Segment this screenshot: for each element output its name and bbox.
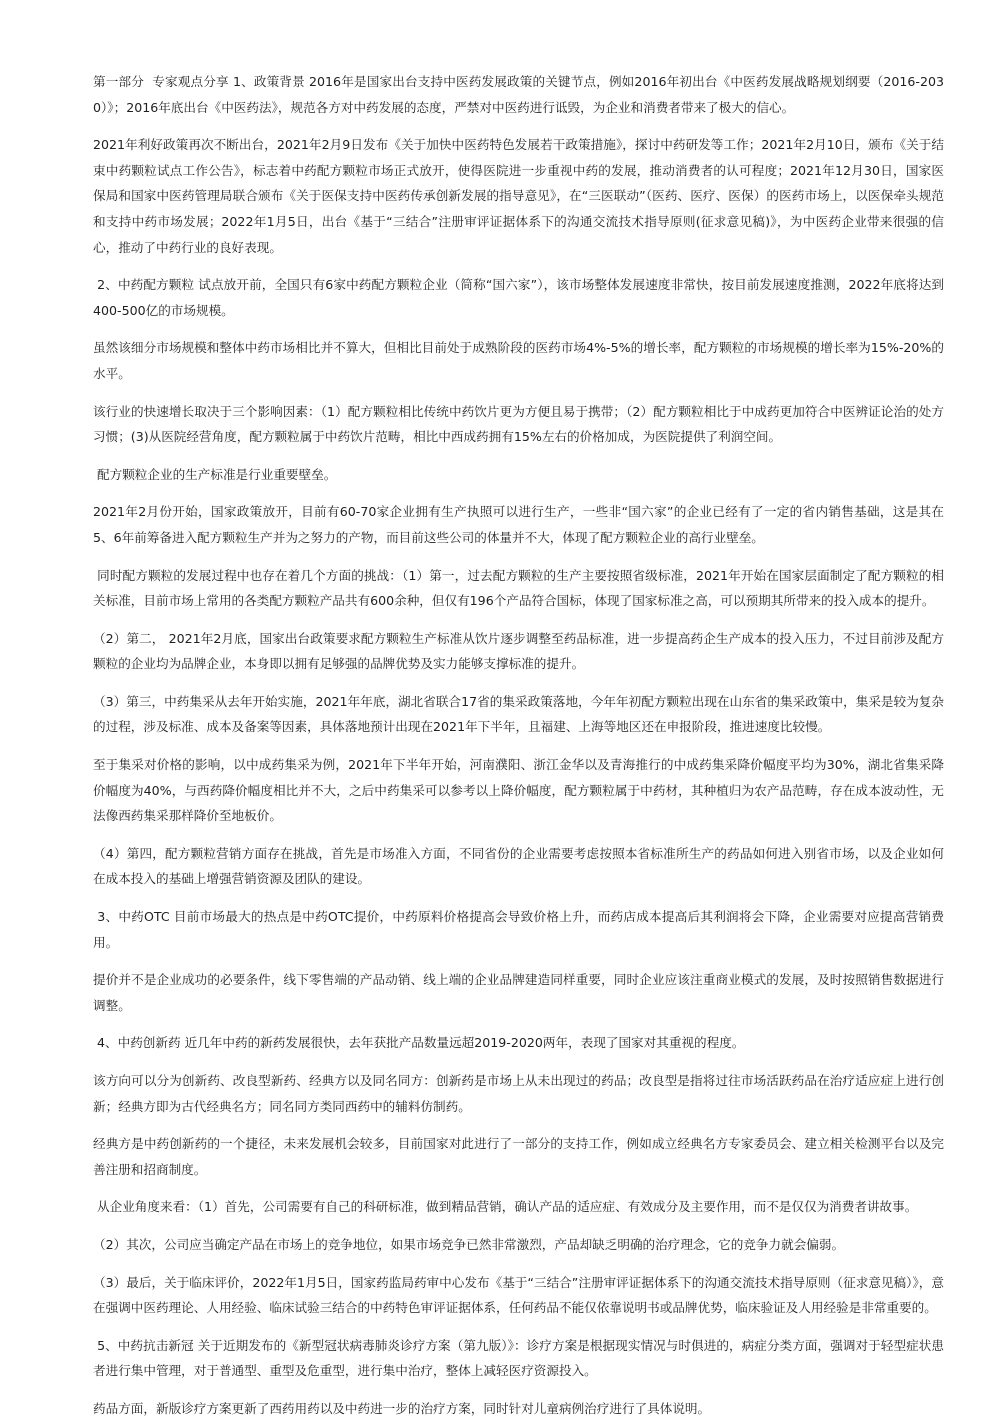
paragraph-enterprise-view-1: 从企业角度来看：（1）首先，公司需要有自己的科研标准，做到精品营销，确认产品的适应症、有效成分及主要作用，而不是仅仅为消费者讲故事。 [93,1199,918,1215]
paragraph-policies-2021: 2021年利好政策再次不断出台，2021年2月9日发布《关于加快中医药特色发展若干政策措施》，探讨中药研发等工作；2021年2月10日，颁布《关于结束中药颗粒试点工作公告》，标志着中药配方颗粒市场正式放开，使得医院进一步重视中药的发展，推动消费者的认可程度；2021年12月30日，国家医保局和国家中医药管理局联合颁布《关于医保支持中医药传承创新发展的指导意见》，在“三医联动”（医药、医疗、医保）的医药市场上，以医保牵头规范和支持中药市场发展；2022年1月5日，出台《基于“三结合”注册审评证据体系下的沟通交流技术指导原则(征求意见稿)》，为中医药企业带来很强的信心，推动了中药行业的良好表现。 [93,137,944,255]
paragraph-covid: 5、中药抗击新冠 关于近期发布的《新型冠状病毒肺炎诊疗方案（第九版）》：诊疗方案是根据现实情况与时俱进的，病症分类方面，强调对于轻型症状患者进行集中管理，对于普通型、重型及危重型，进行集中治疗，整体上减轻医疗资源投入。 [93,1337,944,1379]
paragraph-classic-formulas: 经典方是中药创新药的一个捷径，未来发展机会较多，目前国家对此进行了一部分的支持工作，例如成立经典名方专家委员会、建立相关检测平台以及完善注册和招商制度。 [93,1136,944,1177]
paragraph-otc: 3、中药OTC 目前市场最大的热点是中药OTC提价，中药原料价格提高会导致价格上升，而药店成本提高后其利润将会下降，企业需要对应提高营销费用。 [93,909,944,950]
paragraph-drug-categories: 该方向可以分为创新药、改良型新药、经典方以及同名同方：创新药是市场上从未出现过的药品；改良型是指将过往市场活跃药品在治疗适应症上进行创新；经典方即为古代经典名方；同名同方类同西药中的辅料仿制药。 [93,1073,944,1114]
paragraph-production-barrier: 配方颗粒企业的生产标准是行业重要壁垒。 [93,466,337,482]
paragraph-enterprise-view-2: （2）其次，公司应当确定产品在市场上的竞争地位，如果市场竞争已然非常激烈，产品却缺乏明确的治疗理念，它的竞争力就会偏弱。 [93,1236,845,1252]
paragraph-innovative-drugs: 4、中药创新药 近几年中药的新药发展很快，去年获批产品数量远超2019-2020两年，表现了国家对其重视的程度。 [93,1035,745,1051]
paragraph-procurement-price: 至于集采对价格的影响，以中成药集采为例，2021年下半年开始，河南濮阳、浙江金华以及青海推行的中成药集采降价幅度平均为30%，湖北省集采降价幅度为40%，与西药降价幅度相比并不大，之后中药集采可以参考以上降价幅度，配方颗粒属于中药材，其种植归为农产品范畴，存在成本波动性，无法像西药集采那样降价至地板价。 [93,757,944,824]
paragraph-growth-rate: 虽然该细分市场规模和整体中药市场相比并不算大，但相比目前处于成熟阶段的医药市场4%-5%的增长率，配方颗粒的市场规模的增长率为15%-20%的水平。 [93,340,944,381]
paragraph-covid-drugs: 药品方面，新版诊疗方案更新了西药用药以及中药进一步的治疗方案，同时针对儿童病例治疗进行了具体说明。 [93,1400,711,1416]
paragraph-challenge-4: （4）第四，配方颗粒营销方面存在挑战，首先是市场准入方面，不同省份的企业需要考虑按照本省标准所生产的药品如何进入别省市场，以及企业如何在成本投入的基础上增强营销资源及团队的建设。 [93,845,944,887]
paragraph-challenge-3: （3）第三，中药集采从去年开始实施，2021年年底，湖北省联合17省的集采政策落地，今年年初配方颗粒出现在山东省的集采政策中，集采是较为复杂的过程，涉及标准、成本及备案等因素，具体落地预计出现在2021年下半年，且福建、上海等地区还在申报阶段，推进速度比较慢。 [93,693,944,735]
paragraph-challenge-2: （2）第二， 2021年2月底，国家出台政策要求配方颗粒生产标准从饮片逐步调整至药品标准，进一步提高药企生产成本的投入压力，不过目前涉及配方颗粒的企业均为品牌企业，本身即以拥有足够强的品牌优势及实力能够支撑标准的提升。 [93,630,944,672]
paragraph-licensed-companies: 2021年2月份开始，国家政策放开，目前有60-70家企业拥有生产执照可以进行生产，一些非“国六家”的企业已经有了一定的省内销售基础，这是其在5、6年前筹备进入配方颗粒生产并为之努力的产物，而目前这些公司的体量并不大，体现了配方颗粒企业的高行业壁垒。 [93,504,944,545]
paragraph-formula-granules: 2、中药配方颗粒 试点放开前，全国只有6家中药配方颗粒企业（简称“国六家”），该市场整体发展速度非常快，按目前发展速度推测，2022年底将达到400-500亿的市场规模。 [93,277,945,318]
paragraph-otc-pricing: 提价并不是企业成功的必要条件，线下零售端的产品动销、线上端的企业品牌建造同样重要，同时企业应该注重商业模式的发展，及时按照销售数据进行调整。 [93,972,944,1013]
paragraph-challenge-1: 同时配方颗粒的发展过程中也存在着几个方面的挑战：（1）第一，过去配方颗粒的生产主要按照省级标准，2021年开始在国家层面制定了配方颗粒的相关标准，目前市场上常用的各类配方颗粒产品共有600余种，但仅有196个产品符合国标，体现了国家标准之高，可以预期其所带来的投入成本的提升。 [93,567,944,609]
paragraph-policy-background: 第一部分 专家观点分享 1、政策背景 2016年是国家出台支持中医药发展政策的关键节点，例如2016年初出台《中医药发展战略规划纲要（2016-2030）》；2016年底出台《中医药法》，规范各方对中药发展的态度，严禁对中医药进行诋毁，为企业和消费者带来了极大的信心。 [93,74,944,115]
paragraph-growth-factors: 该行业的快速增长取决于三个影响因素：（1）配方颗粒相比传统中药饮片更为方便且易于携带；（2）配方颗粒相比于中成药更加符合中医辨证论治的处方习惯；(3)从医院经营角度，配方颗粒属于中药饮片范畴，相比中西成药拥有15%左右的价格加成，为医院提供了利润空间。 [93,403,944,445]
paragraph-enterprise-view-3: （3）最后，关于临床评价，2022年1月5日，国家药监局药审中心发布《基于“三结合”注册审评证据体系下的沟通交流技术指导原则（征求意见稿）》，意在强调中医药理论、人用经验、临床试验三结合的中药特色审评证据体系，任何药品不能仅依靠说明书或品牌优势，临床验证及人用经验是非常重要的。 [93,1274,944,1316]
